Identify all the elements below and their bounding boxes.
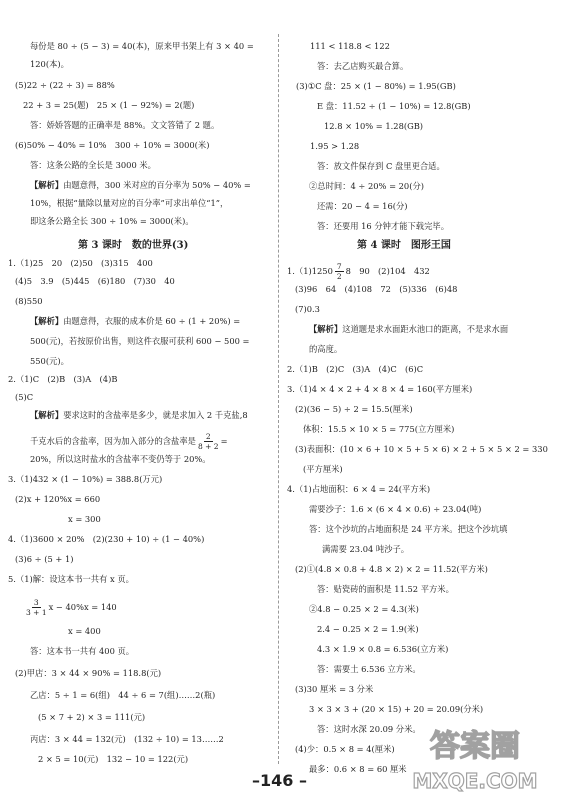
analysis-line xyxy=(30,316,240,327)
column-divider xyxy=(278,34,279,764)
answer-line: (4)少：0.5 × 8 = 4(厘米) xyxy=(295,744,395,754)
text-line: 丙店：3 × 44 = 132(元) (132 ÷ 10) = 13……2 xyxy=(30,734,224,744)
text-line: (6)50% − 40% = 10% 300 ÷ 10% = 3000(米) xyxy=(15,140,210,150)
text-line: (5)22 ÷ (22 ÷ 3) = 88% xyxy=(15,80,115,90)
watermark-top-text: 答案圈 xyxy=(430,729,520,764)
analysis-line xyxy=(30,180,251,191)
analysis-text: 由题意得，300 米对应的百分率为 50% − 40% = xyxy=(63,180,251,190)
text-line: 答：这条公路的全长是 3000 米。 xyxy=(30,160,156,170)
text-line xyxy=(30,432,228,451)
text-line: 20%，所以这时盐水的含盐率不变仍等于 20%。 xyxy=(30,454,211,464)
analysis-label: 【解析】 xyxy=(309,324,343,334)
answer-line: 2.（1)B (2)C (3)A (4)C (6)C xyxy=(287,364,424,374)
analysis-text: 要求这时的含盐率是多少，就是求加入 2 千克盐,8 xyxy=(63,410,248,420)
answer-line: (2)(36 − 5) ÷ 2 = 15.5(厘米) xyxy=(295,404,413,414)
text-line: 乙店：5 ÷ 1 = 6(组) 44 ÷ 6 = 7(组)……2(瓶) xyxy=(30,690,216,700)
text-line: 答：去乙店购买最合算。 xyxy=(317,61,409,71)
text-line: 答：需要土 6.536 立方米。 xyxy=(317,664,421,674)
answer-line xyxy=(287,262,430,281)
analysis-text: 由题意得，衣服的成本价是 60 ÷ (1 + 20%) = xyxy=(63,316,241,326)
answer-line: (3)6 ÷ (5 + 1) xyxy=(15,554,74,564)
text-line: 500(元)，若按原价出售，则这件衣服可获利 600 − 500 = xyxy=(30,336,250,346)
text-line: 3 × 3 × 3 + (20 × 15) + 20 = 20.09(分米) xyxy=(309,704,484,714)
text-line: 10%，根据“量除以量对应的百分率”可求出单位“1”， xyxy=(30,198,229,208)
text-line: 的高度。 xyxy=(309,344,343,354)
text-line: E 盘：11.52 ÷ (1 − 10%) = 12.8(GB) xyxy=(317,101,471,111)
section-title-lesson3: 第 3 课时 数的世界(3) xyxy=(78,240,189,251)
fraction-numerator: 3 xyxy=(33,598,39,607)
answer-line: 3.（1)4 × 4 × 2 + 4 × 8 × 4 = 160(平方厘米) xyxy=(287,384,473,394)
answer-line: (3)表面积：(10 × 6 + 10 × 5 + 5 × 6) × 2 + 5 × 5 × 2 = 330 xyxy=(295,444,548,454)
fraction xyxy=(335,262,344,281)
answer-line: 2.（1)C (2)B (3)A (4)B xyxy=(8,374,118,384)
text-line: 2.4 − 0.25 × 2 = 1.9(米) xyxy=(317,624,419,634)
fraction-denominator: 3 + 1 xyxy=(26,608,47,617)
text-segment: 8 90 (2)104 432 xyxy=(345,266,430,276)
text-segment: x − 40%x = 140 xyxy=(48,602,117,612)
text-line: 即这条公路全长 300 ÷ 10% = 3000(米)。 xyxy=(30,216,194,226)
text-line: 答：娇娇答题的正确率是 88%。文文答错了 2 题。 xyxy=(30,120,220,130)
text-line: 111 < 118.8 < 122 xyxy=(310,41,390,51)
text-line: 1.95 > 1.28 xyxy=(310,141,360,151)
analysis-line xyxy=(309,324,508,335)
text-line: 2 × 5 = 10(元) 132 − 10 = 122(元) xyxy=(38,754,189,764)
text-line: 需要沙子：1.6 × (6 × 4 × 0.6) ÷ 23.04(吨) xyxy=(309,504,482,514)
answer-line: 4.（1)占地面积：6 × 4 = 24(平方米) xyxy=(287,484,431,494)
text-segment: 千克水后的含盐率，因为加入部分的含盐率是 xyxy=(30,436,196,446)
analysis-line xyxy=(30,410,248,421)
text-line: 12.8 × 10% = 1.28(GB) xyxy=(324,121,424,131)
answer-line: (2)①(4.8 × 0.8 + 4.8 × 2) × 2 = 11.52(平方米) xyxy=(295,564,488,574)
text-line: 答：这个沙坑的占地面积是 24 平方米。把这个沙坑填 xyxy=(309,524,508,534)
text-line: 答：放文件保存到 C 盘里更合适。 xyxy=(317,161,445,171)
fraction-denominator: 8 + 2 xyxy=(197,442,219,451)
equation-line xyxy=(24,598,117,617)
answer-line: x = 400 xyxy=(68,626,101,636)
answer-line: 1.（1)25 20 (2)50 (3)315 400 xyxy=(8,258,153,268)
fraction xyxy=(26,598,47,617)
page-number: –146 – xyxy=(252,771,307,790)
answer-line: 4.（1)3600 × 20% (2)(230 + 10) ÷ (1 − 40%) xyxy=(8,534,205,544)
text-line: 体积：15.5 × 10 × 5 = 775(立方厘米) xyxy=(303,424,455,434)
text-line: 每份是 80 ÷ (5 − 3) = 40(本)，原来甲书架上有 3 × 40 = xyxy=(30,41,254,51)
text-line: 满需要 23.04 吨沙子。 xyxy=(322,544,410,554)
text-line: 答：贴瓷砖的面积是 11.52 平方米。 xyxy=(317,584,454,594)
fraction xyxy=(198,432,219,451)
fraction-denominator: 2 xyxy=(336,272,342,281)
fraction-numerator: 7 xyxy=(336,262,342,271)
answer-line: (3)96 64 (4)108 72 (5)336 (6)48 xyxy=(295,284,458,294)
answer-line: (8)550 xyxy=(15,296,43,306)
answer-line: (7)0.3 xyxy=(295,304,320,314)
answer-line: x = 300 xyxy=(68,514,101,524)
answer-line: 5.（1)解：设这本书一共有 x 页。 xyxy=(8,574,134,584)
answer-line: (2)x + 120%x = 660 xyxy=(15,494,101,504)
analysis-label: 【解析】 xyxy=(30,180,64,190)
text-line: 还需：20 − 4 = 16(分) xyxy=(317,201,408,211)
analysis-text: 这道题是求水面距水池口的距离，不是求水面 xyxy=(342,324,509,334)
answer-line: 3.（1)432 × (1 − 10%) = 388.8(万元) xyxy=(8,474,163,484)
analysis-label: 【解析】 xyxy=(30,316,64,326)
answer-line: (4)5 3.9 (5)445 (6)180 (7)30 40 xyxy=(15,276,175,286)
text-segment: 1.（1)1250 xyxy=(287,266,333,276)
text-line: 答：这本书一共有 400 页。 xyxy=(30,646,135,656)
section-title-lesson4: 第 4 课时 图形王国 xyxy=(357,240,451,251)
text-line: 最多：0.6 × 8 = 60 厘米 xyxy=(309,764,407,774)
analysis-label: 【解析】 xyxy=(30,410,64,420)
text-line: (平方厘米) xyxy=(303,464,343,474)
watermark-logo xyxy=(400,716,550,796)
text-line: ②总时间：4 ÷ 20% = 20(分) xyxy=(309,181,424,191)
text-line: 22 + 3 = 25(题) 25 × (1 − 92%) = 2(题) xyxy=(23,100,195,110)
text-line: 550(元)。 xyxy=(30,356,69,366)
text-line: (5 × 7 + 2) × 3 = 111(元) xyxy=(38,712,146,722)
text-line: ②4.8 − 0.25 × 2 = 4.3(米) xyxy=(309,604,419,614)
answer-line: (3)①C 盘：25 × (1 − 80%) = 1.95(GB) xyxy=(296,81,456,91)
answer-line: (2)甲店：3 × 44 × 90% = 118.8(元) xyxy=(15,668,162,678)
answer-line: (3)30 厘米 = 3 分米 xyxy=(295,684,374,694)
text-segment: = xyxy=(220,436,228,446)
text-line: 120(本)。 xyxy=(30,59,69,69)
fraction-numerator: 2 xyxy=(205,432,211,441)
text-line: 答：还要用 16 分钟才能下载完毕。 xyxy=(317,221,449,231)
text-line: 4.3 × 1.9 × 0.8 = 6.536(立方米) xyxy=(317,644,449,654)
answer-line: (5)C xyxy=(15,392,34,402)
text-line: 答：这时水深 20.09 分米。 xyxy=(317,724,421,734)
watermark-bottom-text: MXQE.COM xyxy=(412,769,538,793)
